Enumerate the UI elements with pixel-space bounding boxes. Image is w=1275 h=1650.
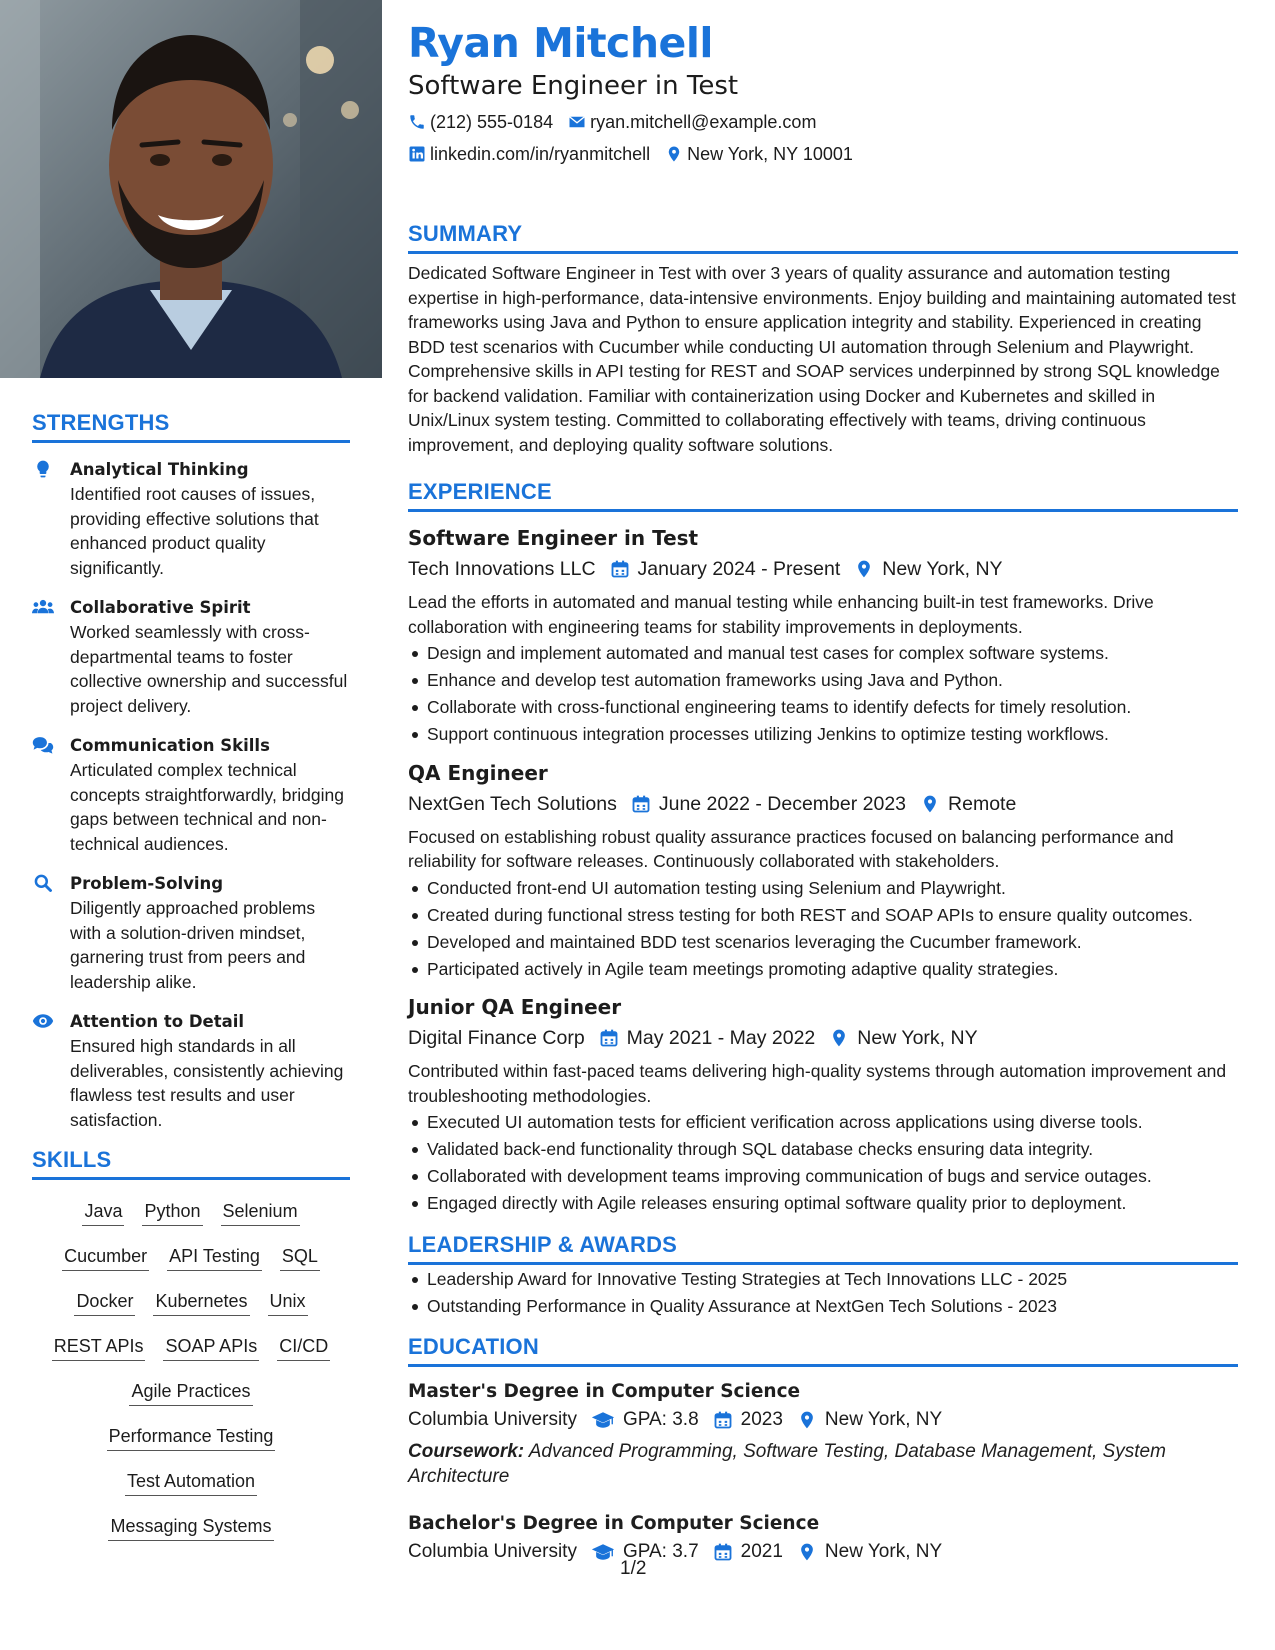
- job-description: Lead the efforts in automated and manual testing while enhancing built-in test frameworks. Drive collaboration with engineering teams for stability improvements in deployments.: [408, 592, 1154, 637]
- education-entry: [408, 1511, 1238, 1565]
- skills-row: [32, 1280, 350, 1325]
- strength-title: Collaborative Spirit: [70, 598, 251, 617]
- job-dates: [599, 1025, 816, 1051]
- users-icon: [32, 595, 70, 718]
- education-meta: [408, 1539, 1238, 1565]
- job-location-text: New York, NY: [857, 1027, 978, 1049]
- skill-tag: Python: [142, 1200, 202, 1226]
- envelope-icon: [568, 113, 586, 131]
- skill-tag: Unix: [268, 1290, 308, 1316]
- skills-row: [32, 1325, 350, 1370]
- summary-heading: SUMMARY: [408, 221, 1238, 254]
- job-entry: [408, 993, 1238, 1216]
- job-meta: [408, 556, 1238, 582]
- job-meta: [408, 1025, 1238, 1051]
- contact-linkedin[interactable]: [408, 144, 650, 165]
- job-meta: [408, 791, 1238, 817]
- coursework: [408, 1439, 1238, 1489]
- skill-tag: Messaging Systems: [108, 1515, 273, 1541]
- list-item: Conducted front-end UI automation testing using Selenium and Playwright.: [408, 876, 1238, 901]
- map-marker-icon: [829, 1028, 849, 1048]
- skills-row: [32, 1370, 350, 1415]
- list-item: Validated back-end functionality through SQL database checks ensuring data integrity.: [408, 1137, 1238, 1162]
- list-item: Engaged directly with Agile releases ensuring optimal software quality prior to deployment.: [408, 1191, 1238, 1216]
- experience-heading: EXPERIENCE: [408, 479, 1238, 512]
- candidate-name: Ryan Mitchell: [408, 19, 713, 67]
- education-heading: EDUCATION: [408, 1334, 1238, 1367]
- job-dates: [610, 556, 841, 582]
- profile-photo: [0, 0, 382, 378]
- education-year: [713, 1407, 783, 1433]
- skill-tag: Selenium: [221, 1200, 300, 1226]
- job-location: [920, 791, 1016, 817]
- skill-tag: SQL: [280, 1245, 320, 1271]
- skill-tag: SOAP APIs: [163, 1335, 259, 1361]
- job-description: Focused on establishing robust quality assurance practices focused on balancing performance and reliability for software releases. Continuously collaborated with stakeholders.: [408, 826, 1174, 871]
- left-column: [32, 410, 350, 1550]
- job-entry: [408, 524, 1238, 747]
- list-item: Participated actively in Agile team meetings promoting adaptive quality strategies.: [408, 957, 1238, 982]
- list-item: Executed UI automation tests for efficient verification across applications using diverse tools.: [408, 1110, 1238, 1135]
- strength-desc: Diligently approached problems with a solution-driven mindset, garnering trust from peers and leadership alike.: [70, 898, 316, 992]
- coursework-text: Advanced Programming, Software Testing, Database Management, System Architecture: [408, 1441, 1166, 1487]
- gpa-text: GPA: 3.8: [622, 1409, 699, 1430]
- coursework-label: Coursework:: [408, 1441, 525, 1462]
- contact-location: [665, 144, 853, 165]
- skill-tag: Java: [82, 1200, 124, 1226]
- graduation-cap-icon: [591, 1410, 615, 1430]
- job-location-text: Remote: [948, 792, 1017, 815]
- strength-desc: Articulated complex technical concepts straightforwardly, bridging gaps between technical and non-technical audiences.: [70, 760, 344, 854]
- list-item: Support continuous integration processes utilizing Jenkins to optimize testing workflows.: [408, 722, 1238, 747]
- skill-tag: Cucumber: [62, 1245, 149, 1271]
- awards-heading: LEADERSHIP & AWARDS: [408, 1232, 1238, 1265]
- job-location: [854, 556, 1002, 582]
- summary-section: [408, 221, 1238, 457]
- map-marker-icon: [920, 794, 940, 814]
- list-item: Outstanding Performance in Quality Assurance at NextGen Tech Solutions - 2023: [408, 1294, 1238, 1319]
- experience-section: [408, 479, 1238, 1216]
- contact-row: [408, 141, 1238, 167]
- list-item: Created during functional stress testing for both REST and SOAP APIs to ensure quality outcomes.: [408, 903, 1238, 928]
- candidate-title: Software Engineer in Test: [408, 71, 739, 101]
- right-column: [408, 18, 1238, 1565]
- strength-desc: Identified root causes of issues, providing effective solutions that enhanced product quality significantly.: [70, 484, 319, 578]
- year-text: 2021: [740, 1541, 783, 1562]
- strength-desc: Worked seamlessly with cross-departmental teams to foster collective ownership and successful project delivery.: [70, 622, 348, 716]
- degree-title: Master's Degree in Computer Science: [408, 1381, 801, 1402]
- strength-item: [32, 1009, 350, 1132]
- lightbulb-icon: [32, 457, 70, 580]
- education-entry: [408, 1379, 1238, 1489]
- email-text: ryan.mitchell@example.com: [590, 111, 817, 132]
- profile-photo-illustration: [0, 0, 382, 378]
- education-section: [408, 1334, 1238, 1565]
- job-title: QA Engineer: [408, 760, 548, 785]
- strength-item: [32, 733, 350, 856]
- skill-tag: CI/CD: [277, 1335, 330, 1361]
- linkedin-icon: [408, 145, 426, 163]
- skill-tag: API Testing: [167, 1245, 262, 1271]
- map-marker-icon: [797, 1410, 817, 1430]
- job-bullets: [408, 876, 1238, 982]
- calendar-icon: [713, 1410, 733, 1430]
- skills-row: [32, 1415, 350, 1460]
- job-bullets: [408, 641, 1238, 747]
- job-location-text: New York, NY: [882, 558, 1003, 580]
- strength-title: Analytical Thinking: [70, 460, 249, 479]
- awards-list: [408, 1267, 1238, 1319]
- school-name: Columbia University: [408, 1409, 577, 1430]
- skill-tag: Test Automation: [125, 1470, 257, 1496]
- location-text: New York, NY 10001: [687, 143, 853, 164]
- calendar-icon: [610, 559, 630, 579]
- phone-icon: [408, 113, 426, 131]
- calendar-icon: [631, 794, 651, 814]
- job-bullets: [408, 1110, 1238, 1216]
- degree-title: Bachelor's Degree in Computer Science: [408, 1513, 820, 1534]
- strength-title: Problem-Solving: [70, 874, 224, 893]
- strength-desc: Ensured high standards in all deliverables, consistently achieving flawless test results and user satisfaction.: [70, 1036, 344, 1130]
- strength-title: Attention to Detail: [70, 1012, 245, 1031]
- education-gpa: [591, 1407, 699, 1433]
- list-item: Leadership Award for Innovative Testing Strategies at Tech Innovations LLC - 2025: [408, 1267, 1238, 1292]
- strength-item: [32, 457, 350, 580]
- education-location: [797, 1407, 942, 1433]
- awards-section: [408, 1232, 1238, 1319]
- phone-text: (212) 555-0184: [430, 111, 554, 132]
- skill-tag: Performance Testing: [107, 1425, 276, 1451]
- graduation-cap-icon: [591, 1542, 615, 1562]
- contact-phone[interactable]: [408, 112, 553, 133]
- list-item: Enhance and develop test automation frameworks using Java and Python.: [408, 668, 1238, 693]
- strengths-list: [32, 457, 350, 1132]
- education-meta: [408, 1407, 1238, 1433]
- job-company: Tech Innovations LLC: [408, 558, 596, 580]
- job-description: Contributed within fast-paced teams delivering high-quality systems through automation improvement and troubleshooting methodologies.: [408, 1061, 1227, 1106]
- job-dates-text: June 2022 - December 2023: [658, 792, 907, 815]
- job-title: Software Engineer in Test: [408, 526, 699, 550]
- list-item: Collaborate with cross-functional engineering teams to identify defects for timely resolution.: [408, 695, 1238, 720]
- skills-row: [32, 1505, 350, 1550]
- contact-email[interactable]: [568, 112, 816, 133]
- job-dates: [631, 791, 906, 817]
- skills-row: [32, 1460, 350, 1505]
- search-icon: [32, 871, 70, 994]
- gpa-text: GPA: 3.7: [622, 1541, 699, 1562]
- map-marker-icon: [854, 559, 874, 579]
- comments-icon: [32, 733, 70, 856]
- job-dates-text: January 2024 - Present: [637, 558, 841, 580]
- job-company: Digital Finance Corp: [408, 1027, 585, 1049]
- job-company: NextGen Tech Solutions: [408, 792, 617, 815]
- education-year: [713, 1539, 783, 1565]
- strengths-heading: STRENGTHS: [32, 410, 350, 443]
- skill-tag: REST APIs: [52, 1335, 146, 1361]
- contact-row: [408, 109, 1238, 135]
- summary-text: Dedicated Software Engineer in Test with over 3 years of quality assurance and automation testing expertise in high-performance, data-intensive environments. Enjoy building and maintaining automated test frameworks using Java and Python to ensure application integrity and stability. Experienced in creating BDD test scenarios with Cucumber while conducting UI automation through Selenium and Playwright. Comprehensive skills in API testing for REST and SOAP services underpinned by strong SQL knowledge for backend validation. Familiar with containerization using Docker and Kubernetes and skilled in Unix/Linux system testing. Committed to collaborating effectively with teams, driving continuous improvement, and deploying quality software solutions.: [408, 263, 1236, 455]
- skill-tag: Kubernetes: [153, 1290, 249, 1316]
- skill-tag: Docker: [74, 1290, 135, 1316]
- list-item: Design and implement automated and manual test cases for complex software systems.: [408, 641, 1238, 666]
- location-text: New York, NY: [824, 1541, 943, 1562]
- strength-item: [32, 595, 350, 718]
- strength-item: [32, 871, 350, 994]
- calendar-icon: [713, 1542, 733, 1562]
- job-entry: [408, 759, 1238, 982]
- eye-icon: [32, 1009, 70, 1132]
- page-number: 1/2: [620, 1558, 647, 1579]
- skills-list: [32, 1190, 350, 1550]
- skills-row: [32, 1190, 350, 1235]
- skills-heading: SKILLS: [32, 1147, 350, 1180]
- linkedin-text: linkedin.com/in/ryanmitchell: [430, 143, 651, 164]
- skills-row: [32, 1235, 350, 1280]
- job-location: [829, 1025, 977, 1051]
- list-item: Collaborated with development teams improving communication of bugs and service outages.: [408, 1164, 1238, 1189]
- map-marker-icon: [665, 145, 683, 163]
- school-name: Columbia University: [408, 1541, 577, 1562]
- calendar-icon: [599, 1028, 619, 1048]
- job-dates-text: May 2021 - May 2022: [626, 1027, 816, 1049]
- year-text: 2023: [740, 1409, 783, 1430]
- location-text: New York, NY: [824, 1409, 943, 1430]
- list-item: Developed and maintained BDD test scenarios leveraging the Cucumber framework.: [408, 930, 1238, 955]
- skill-tag: Agile Practices: [129, 1380, 252, 1406]
- job-title: Junior QA Engineer: [408, 995, 622, 1019]
- strength-title: Communication Skills: [70, 736, 270, 755]
- education-location: [797, 1539, 942, 1565]
- map-marker-icon: [797, 1542, 817, 1562]
